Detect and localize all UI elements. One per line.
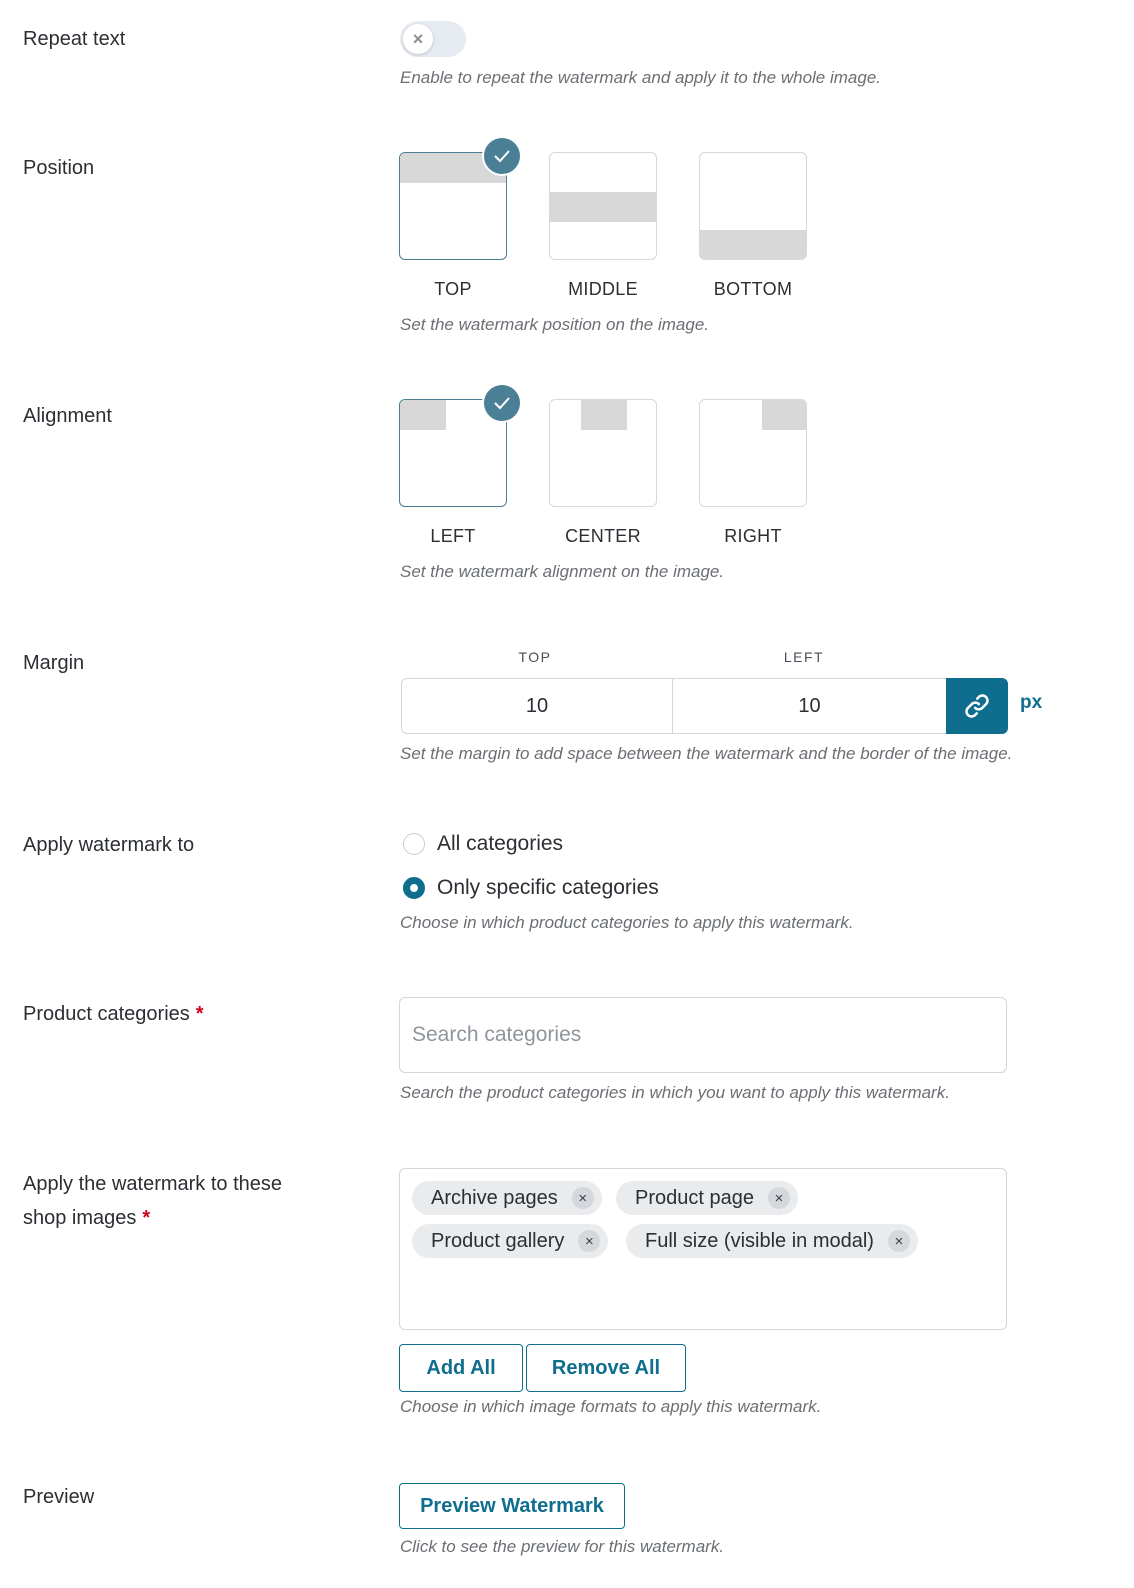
tag-product-gallery	[412, 1224, 608, 1258]
tag-label: Archive pages	[431, 1186, 558, 1209]
search-categories-input[interactable]	[399, 997, 1007, 1073]
watermark-bar-bottom	[700, 230, 807, 260]
tag-archive-pages	[412, 1181, 602, 1215]
repeat-text-toggle[interactable]	[400, 21, 466, 57]
margin-description: Set the margin to add space between the watermark and the border of the image.	[400, 744, 1013, 763]
margin-left-input[interactable]: 10	[672, 678, 947, 734]
position-label: Position	[23, 157, 95, 179]
position-caption-bottom: BOTTOM	[713, 279, 793, 299]
margin-top-heading: TOP	[518, 649, 552, 665]
position-option-bottom[interactable]	[699, 152, 807, 260]
alignment-option-right[interactable]	[699, 399, 807, 507]
required-asterisk: *	[195, 1003, 204, 1025]
add-all-button[interactable]: Add All	[399, 1344, 523, 1392]
remove-tag-icon[interactable]: ×	[888, 1230, 910, 1252]
link-icon	[962, 691, 992, 721]
alignment-caption-left: LEFT	[430, 526, 476, 546]
alignment-description: Set the watermark alignment on the image.	[400, 562, 725, 581]
remove-tag-icon[interactable]: ×	[578, 1230, 600, 1252]
shop-images-label	[23, 1167, 282, 1235]
margin-label: Margin	[23, 652, 85, 674]
radio-checked-icon	[403, 877, 425, 899]
product-categories-label	[23, 997, 204, 1031]
apply-to-description: Choose in which product categories to apply this watermark.	[400, 913, 854, 932]
remove-tag-icon[interactable]: ×	[572, 1187, 594, 1209]
alignment-caption-right: RIGHT	[724, 526, 782, 546]
remove-tag-icon[interactable]: ×	[768, 1187, 790, 1209]
shop-images-label-line2: shop images	[23, 1207, 137, 1229]
alignment-label: Alignment	[23, 405, 112, 427]
shop-images-label-line1: Apply the watermark to these	[23, 1173, 283, 1195]
watermark-block-right	[762, 400, 807, 430]
position-caption-top: TOP	[434, 279, 472, 299]
product-categories-description: Search the product categories in which you want to apply this watermark.	[400, 1083, 950, 1102]
selected-check-icon	[482, 136, 522, 176]
radio-specific-categories-label: Only specific categories	[437, 876, 659, 899]
radio-all-categories[interactable]	[403, 832, 563, 856]
radio-specific-categories[interactable]	[403, 876, 659, 900]
tag-label: Product page	[635, 1186, 754, 1209]
margin-unit-px[interactable]: px	[1020, 692, 1043, 713]
product-categories-label-text: Product categories	[23, 1003, 190, 1025]
watermark-block-left	[400, 400, 446, 430]
tag-product-page	[616, 1181, 798, 1215]
tag-label: Product gallery	[431, 1229, 565, 1252]
repeat-text-description: Enable to repeat the watermark and apply it to the whole image.	[400, 68, 882, 87]
selected-check-icon	[482, 383, 522, 423]
tag-full-size	[626, 1224, 918, 1258]
radio-unchecked-icon	[403, 833, 425, 855]
position-description: Set the watermark position on the image.	[400, 315, 709, 334]
remove-all-button[interactable]: Remove All	[526, 1344, 686, 1392]
apply-to-label: Apply watermark to	[23, 834, 195, 856]
margin-left-heading: LEFT	[783, 649, 825, 665]
link-values-button[interactable]	[946, 678, 1008, 734]
alignment-option-center[interactable]	[549, 399, 657, 507]
position-option-middle[interactable]	[549, 152, 657, 260]
watermark-bar-middle	[550, 192, 657, 222]
required-asterisk: *	[142, 1207, 151, 1229]
preview-label: Preview	[23, 1486, 95, 1508]
position-caption-middle: MIDDLE	[568, 279, 638, 299]
preview-watermark-button[interactable]: Preview Watermark	[399, 1483, 625, 1529]
preview-description: Click to see the preview for this watermark.	[400, 1537, 725, 1556]
watermark-block-center	[581, 400, 627, 430]
radio-all-categories-label: All categories	[437, 832, 564, 855]
repeat-text-label: Repeat text	[23, 28, 126, 50]
shop-images-select[interactable]	[399, 1168, 1007, 1330]
alignment-caption-center: CENTER	[565, 526, 641, 546]
tag-label: Full size (visible in modal)	[645, 1229, 874, 1252]
margin-top-input[interactable]: 10	[401, 678, 673, 734]
shop-images-description: Choose in which image formats to apply this watermark.	[400, 1397, 822, 1416]
toggle-off-x-icon: ×	[403, 24, 433, 54]
